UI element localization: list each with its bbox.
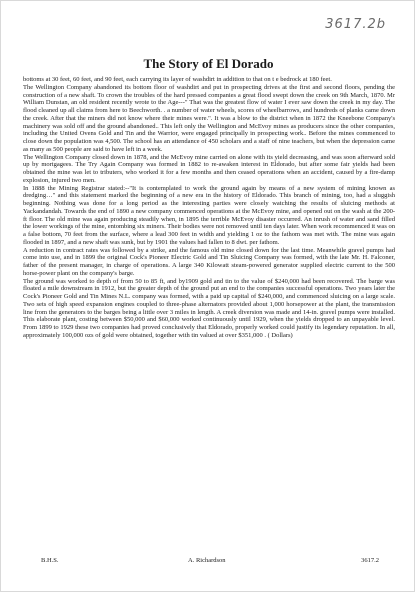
footer-author: A. Richardson <box>188 557 226 564</box>
footer-reference: 3617.2 <box>361 557 379 564</box>
page-title: The Story of El Dorado <box>143 56 274 71</box>
paragraph: bottoms at 30 feet, 60 feet, and 90 feet, each carrying its layer of washdirt in addition to that on t e bedrock at 180 feet. <box>23 76 332 83</box>
footer-society: B.H.S. <box>41 557 59 564</box>
page-footer <box>23 557 395 567</box>
paragraph: The ground was worked to depth of from 50 to 85 ft, and by1909 gold and tin to the value of $240,000 had been recovered. The barge was floated a mile downstream in 1912, but the greater depth of the ground put an end to the companies successful operations. Two years later the Cock's Pioneer Gold and Tin Mines N.L. company was formed, with a paid up capital of $240,000, and commenced sluicing on a large scale. Two sets of high speed expansion engines coupled to three-phase alternators provided about 1,000 horsepower at the plant, the transmission line from the generators to the barges being a little over 3 miles in length. A creek diversion was made and 14-in. gravel pumps were installed. This elaborate plant, costing between $50,000 and $60,000 worked continuously until 1929, when the yields dropped to an unpayable level. From 1899 to 1929 these two companies had proved conclusively that Eldorado, properly worked could justify its legendary reputation. In all, approximately 100,000 ozs of gold were obtained, together with tin valued at over $351,000 . ( Dollars) <box>23 277 395 339</box>
article-body <box>23 76 395 340</box>
paragraph: In 1888 the Mining Registrar stated:--"It is contemplated to work the ground again by means of a new system of mining known as dredging…" and this statement marked the beginning of a new era in the history of Eldorado. This branch of mining, too, had a sluggish beginning. Nothing was done for a long period as the interesting parties were closely watching the results of sluicing methods at Yackandandah. Towards the end of 1890 a new company commenced operations at the McEvoy mine, and opened out on the wash at the 200-ft floor. The old mine was again producing steadily when, in 1895 the terrible McEvoy disaster occurred. An inrush of water and sand filled the lower workings of the mine, entombing six miners. Their bodies were not removed until ten days later. When work recommenced it was on a false bottom, 70 feet from the surface, where a lead 300 feet in width and yielding 1 oz to the fathom was met with. The mine was again flooded in 1897, and a new shaft was sunk, but by 1901 the values had fallen to 8 dwt. per fathom. <box>23 184 395 246</box>
paragraph: The Wellington Company abandoned its bottom floor of washdirt and put in prospecting drives at the first and second floors, pending the construction of a new shaft. To crown the troubles of the hard pressed companies a great flood swept down the creek on 9th March, 1870. Mr William Dunstan, an old resident recently wrote to the Age---" That was the greatest flow of water I ever saw down the creek in my day. The flood cleaned up all claims from here to Beechworth. . a number of water wheels, scores of wheelbarrows, and hundreds of planks came down the creek. After that the miners did not know where their mines were.". It was a blow to the district when in 1872 the Kneebone Company's machinery was sold off and the ground abandoned.. This left only the Wellington and McEvoy mines as producers since the other companies, including the United Ovens Gold and Tin and the Warrior, were engaged principally in prospecting work.. Before the mines commenced to close down the population was 4,500. The school has an attendance of 450 scholars and a staff of nine teachers, but when the depression came as many as 500 people are said to have left in a week. <box>23 83 395 153</box>
paragraph: The Wellington Company closed down in 1878, and the McEvoy mine carried on alone with its yield decreasing, and was soon afterward sold up by mortgagees. The Try Again Company was formed in 1882 to re-awaken interest in Eldorado, but after some fair yields had been obtained the mine was let to tributers, who worked it for a few months and then ceased operations when an accident, caused by a fire-damp explosion, injured two men. <box>23 153 395 184</box>
paragraph: A reduction in contract rates was followed by a strike, and the famous old mine closed down for the last time. Meanwhile gravel pumps had come into use, and in 1899 the original Cock's Pioneer Electric Gold and Tin Sluicing Company was formed, with the late Mr. H. Falconer, father of the present manager, in charge of operations. A large 340 Kilowatt steam-powered generator supplied electric current to the 500 horse-power plant on the company's barge. <box>23 246 395 277</box>
handwritten-catalog-number: 3617.2b <box>325 17 386 32</box>
